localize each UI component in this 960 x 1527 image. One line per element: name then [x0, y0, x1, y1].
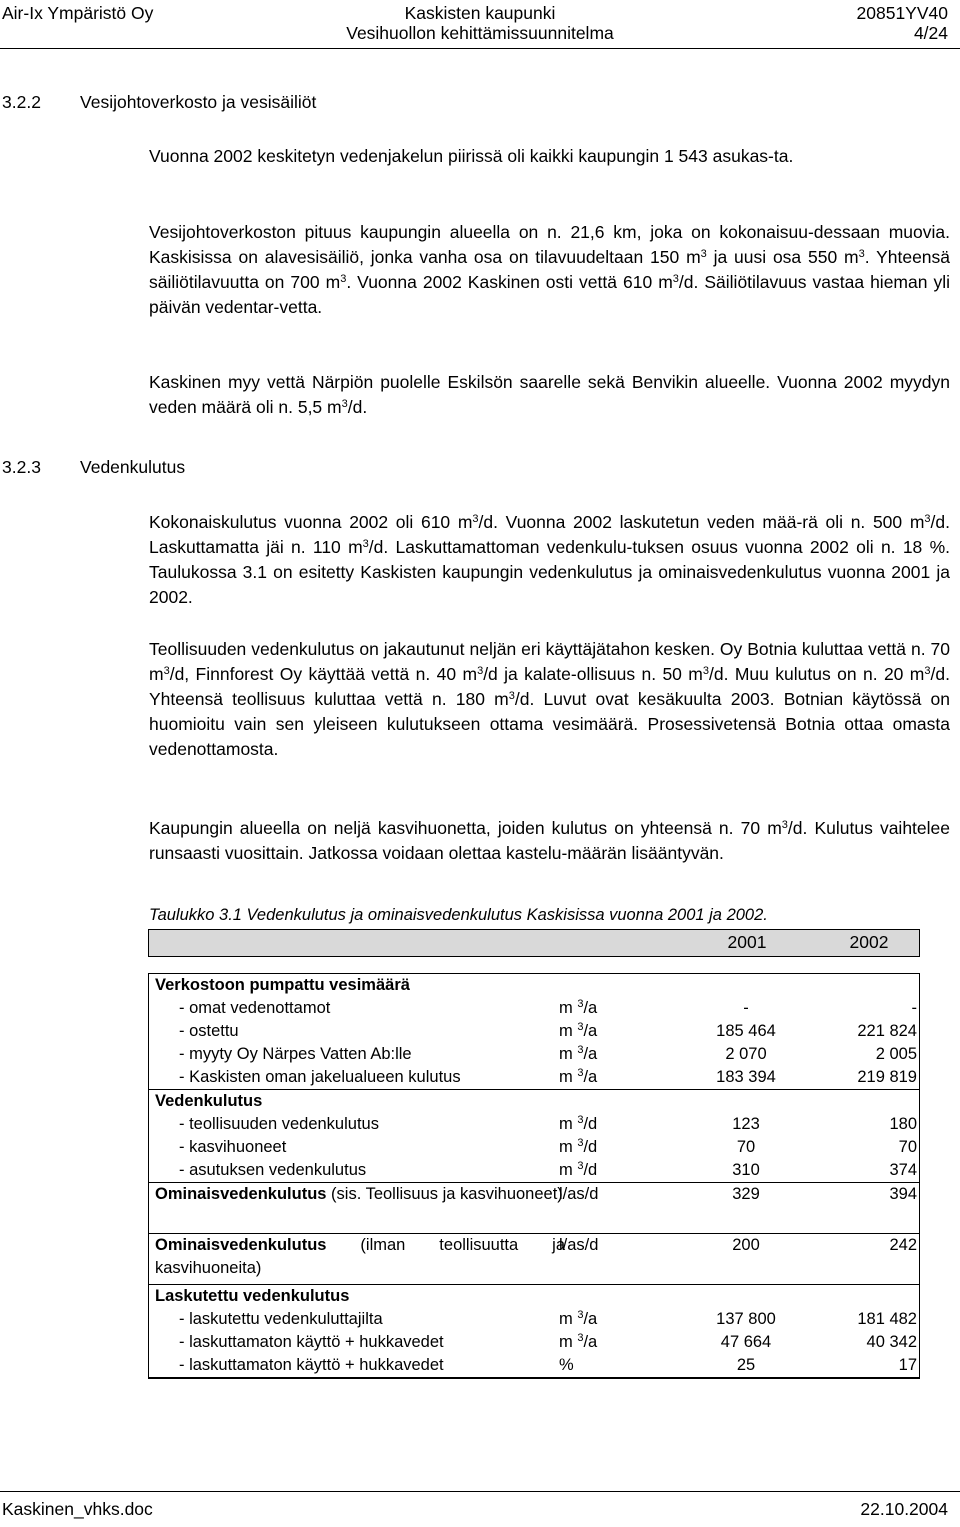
table-row [149, 1066, 919, 1089]
paragraph-text: /d, Finnforest Oy käyttää vettä n. 40 m [169, 664, 478, 684]
year-2002-header: 2002 [849, 932, 889, 952]
value-2001: 70 [736, 1138, 756, 1156]
superscript: 3 [781, 819, 788, 831]
text: 200 [732, 1236, 760, 1254]
unit-text: /a [583, 999, 598, 1017]
paragraph-text: /d. Muu kulutus on n. 20 m [709, 664, 925, 684]
consumption-table [148, 973, 920, 1379]
superscript: 3 [577, 1332, 584, 1344]
text: 329 [732, 1185, 760, 1203]
unit-cell [559, 1159, 649, 1182]
unit-cell [559, 1043, 649, 1066]
superscript: 3 [577, 1044, 584, 1056]
table-row [149, 1020, 919, 1043]
paragraph-network [149, 220, 950, 320]
paragraph-text: Teollisuuden vedenkulutus on jakautunut neljän eri käyttäjätahon kesken. Oy Botnia kuluttaa vettä n. 70 m [149, 639, 950, 684]
superscript: 3 [362, 538, 369, 550]
unit-cell [559, 997, 649, 1020]
unit-text: /a [583, 1022, 598, 1040]
unit-text: m [559, 1068, 578, 1086]
value-2001: 47 664 [720, 1333, 772, 1351]
row-label: - myyty Oy Närpes Vatten Ab:lle [179, 1045, 412, 1063]
table-row [149, 1331, 919, 1354]
year-2001-header: 2001 [727, 932, 767, 952]
table-row [149, 974, 919, 997]
row-label: - teollisuuden vedenkulutus [179, 1115, 379, 1133]
paragraph-text: . Yhteensä säiliötilavuutta on 700 m [149, 247, 951, 292]
header-company: Air-Ix Ympäristö Oy [2, 3, 154, 23]
unit-text: m [559, 1333, 578, 1351]
paragraph-text: Kaskinen myy vettä Närpiön puolelle Eskilsön saarelle sekä Benvikin alueelle. Vuonna 2002 myydyn veden määrä oli n. 5,5 m [149, 372, 950, 417]
superscript: 3 [577, 1309, 584, 1321]
value-2002: 221 824 [857, 1022, 917, 1040]
paragraph-text: /d. Kulutus vaihtelee runsaasti vuosittain. Jatkossa voidaan olettaa kastelu-määrän lisääntyvän. [149, 818, 950, 863]
text: Ominaisvedenkulutus [155, 1185, 327, 1203]
row-label: - omat vedenottamot [179, 999, 331, 1017]
superscript: 3 [702, 665, 709, 677]
row-label [155, 1234, 565, 1280]
header-client: Kaskisten kaupunki [404, 3, 556, 23]
value-2002: 17 [898, 1356, 917, 1374]
value-2002: 180 [889, 1115, 917, 1133]
paragraph-greenhouses [149, 816, 950, 866]
paragraph-text: Vesijohtoverkoston pituus kaupungin alueella on n. 21,6 km, joka on kokonaisuu-dessaan muovia. Kaskisissa on alavesisäiliö, jonka vanha osa on tilavuudeltaan 150 m [149, 222, 950, 267]
value-2001: 185 464 [716, 1022, 776, 1040]
value-2002: 374 [889, 1161, 917, 1179]
value-2001: 25 [736, 1356, 756, 1374]
paragraph-total-consumption [149, 510, 950, 610]
unit-text: /a [583, 1068, 598, 1086]
superscript: 3 [472, 513, 479, 525]
paragraph-water-sales [149, 370, 950, 420]
header-doc-title: Vesihuollon kehittämissuunnitelma [346, 23, 614, 43]
unit-text: m [559, 999, 578, 1017]
table-header [148, 929, 920, 957]
value-2001: 137 800 [716, 1310, 776, 1328]
value-2002: 219 819 [857, 1068, 917, 1086]
unit-text: /d [583, 1138, 598, 1156]
section-title: Laskutettu vedenkulutus [155, 1287, 350, 1305]
footer-date: 22.10.2004 [860, 1499, 948, 1519]
section-title: Vedenkulutus [155, 1092, 263, 1110]
table-caption: Taulukko 3.1 Vedenkulutus ja ominaisvedenkulutus Kaskisissa vuonna 2001 ja 2002. [149, 906, 768, 924]
table-row [149, 1285, 919, 1308]
superscript: 3 [577, 1114, 584, 1126]
footer-filename: Kaskinen_vhks.doc [2, 1499, 153, 1519]
paragraph-text: /d. [347, 397, 368, 417]
section-title: Vesijohtoverkosto ja vesisäiliöt [80, 92, 317, 112]
text: (sis. Teollisuus ja kasvihuoneet) [326, 1185, 563, 1203]
row-label: - ostettu [179, 1022, 239, 1040]
table-section-billed [149, 1284, 919, 1377]
superscript: 3 [577, 1067, 584, 1079]
row-label: - asutuksen vedenkulutus [179, 1161, 367, 1179]
value-2001: 2 070 [725, 1045, 767, 1063]
value-2002: 70 [898, 1138, 917, 1156]
paragraph-text: /d. Laskuttamattoman vedenkulu-tuksen osuus vuonna 2002 oli n. 18 %. Taulukossa 3.1 on esitetty Kaskisten kaupungin vedenkulutus ja ominaisvedenkulutus vuonna 2001 ja 2002. [149, 537, 950, 607]
paragraph-text: Kaupungin alueella on neljä kasvihuonetta, joiden kulutus on yhteensä n. 70 m [149, 818, 782, 838]
paragraph-text: . Vuonna 2002 Kaskinen osti vettä 610 m [346, 272, 673, 292]
text: 242 [889, 1236, 917, 1254]
paragraph-text: ja uusi osa 550 m [706, 247, 859, 267]
superscript: 3 [577, 998, 584, 1010]
unit-text: l/as/d [559, 1185, 599, 1203]
text: 394 [889, 1185, 917, 1203]
value-2002: 181 482 [857, 1310, 917, 1328]
section-title: Verkostoon pumpattu vesimäärä [155, 976, 410, 994]
unit-text: /d [583, 1161, 598, 1179]
footer-divider [0, 1491, 960, 1492]
table-row [149, 1308, 919, 1331]
superscript: 3 [508, 690, 515, 702]
unit-cell [559, 1066, 649, 1089]
unit-text: /a [583, 1310, 598, 1328]
value-2001: 123 [732, 1115, 760, 1133]
text: Ominaisvedenkulutus [155, 1236, 327, 1254]
paragraph-text: /d. Vuonna 2002 laskutetun veden mää-rä oli n. 500 m [478, 512, 925, 532]
value-2001: 310 [732, 1161, 760, 1179]
superscript: 3 [577, 1021, 584, 1033]
superscript: 3 [340, 273, 347, 285]
unit-text: % [559, 1356, 574, 1374]
row-label: - laskuttamaton käyttö + hukkavedet [179, 1356, 444, 1374]
unit-text: /d [583, 1115, 598, 1133]
unit-text: m [559, 1115, 578, 1133]
header-divider [0, 48, 960, 49]
table-section-consumption [149, 1089, 919, 1182]
superscript: 3 [924, 513, 931, 525]
unit-cell [559, 1354, 649, 1377]
section-number: 3.2.3 [2, 457, 41, 477]
paragraph-text: /d. Luvut ovat kesäkuulta 2003. Botnian käytössä on huomioitu vain sen yleiseen kulutukseen ottama vesimäärä. Prosessivetensä Botnia ottaa omasta vedenottamosta. [149, 689, 950, 759]
paragraph-text: Kokonaiskulutus vuonna 2002 oli 610 m [149, 512, 473, 532]
text: (ilman teollisuutta ja kasvihuoneita) [155, 1236, 565, 1277]
value-2002: 40 342 [866, 1333, 917, 1351]
header-page-number: 4/24 [913, 23, 948, 43]
table-row [149, 1113, 919, 1136]
value-2001: 183 394 [716, 1068, 776, 1086]
superscript: 3 [341, 398, 348, 410]
value-2002: 2 005 [875, 1045, 917, 1063]
row-label: - laskuttamaton käyttö + hukkavedet [179, 1333, 444, 1351]
table-row [149, 997, 919, 1020]
unit-cell [559, 1308, 649, 1331]
row-label: - Kaskisten oman jakelualueen kulutus [179, 1068, 461, 1086]
unit-text: m [559, 1161, 578, 1179]
paragraph-text: /d. Yhteensä teollisuus kuluttaa vettä n. 180 m [149, 664, 950, 709]
paragraph-text: /d ja kalate-ollisuus n. 50 m [483, 664, 703, 684]
unit-text: m [559, 1045, 578, 1063]
paragraph-text: /d. Laskuttamatta jäi n. 110 m [149, 512, 950, 557]
unit-text: /a [583, 1045, 598, 1063]
superscript: 3 [672, 273, 679, 285]
table-row [149, 1159, 919, 1182]
unit-text: l/as/d [559, 1236, 599, 1254]
row-label: - laskutettu vedenkuluttajilta [179, 1310, 383, 1328]
superscript: 3 [577, 1160, 584, 1172]
table-section-specific-excl [149, 1233, 919, 1284]
unit-cell [559, 1113, 649, 1136]
table-section-specific-incl [149, 1182, 919, 1233]
unit-text: m [559, 1022, 578, 1040]
table-row [149, 1043, 919, 1066]
row-label: - kasvihuoneet [179, 1138, 287, 1156]
superscript: 3 [477, 665, 484, 677]
unit-cell [559, 1020, 649, 1043]
paragraph-residents [149, 144, 950, 169]
superscript: 3 [924, 665, 931, 677]
table-row [149, 1090, 919, 1113]
unit-text: m [559, 1310, 578, 1328]
section-title: Vedenkulutus [80, 457, 186, 477]
superscript: 3 [163, 665, 170, 677]
superscript: 3 [858, 248, 865, 260]
unit-text: /a [583, 1333, 598, 1351]
paragraph-text: Vuonna 2002 keskitetyn vedenjakelun piirissä oli kaikki kaupungin 1 543 asukas-ta. [149, 146, 794, 166]
paragraph-text: /d. Säiliötilavuus vastaa hieman yli päivän vedentar-vetta. [149, 272, 951, 317]
table-section-pumped [149, 974, 919, 1089]
value-2001: - [743, 999, 749, 1017]
superscript: 3 [700, 248, 707, 260]
paragraph-industry [149, 637, 950, 762]
table-row [149, 1136, 919, 1159]
unit-text: m [559, 1138, 578, 1156]
section-number: 3.2.2 [2, 92, 41, 112]
unit-cell [559, 1331, 649, 1354]
unit-cell [559, 1136, 649, 1159]
table-row [149, 1354, 919, 1377]
header-project-code: 20851YV40 [856, 3, 948, 23]
superscript: 3 [577, 1137, 584, 1149]
row-label [155, 1183, 565, 1206]
value-2002: - [911, 999, 917, 1017]
